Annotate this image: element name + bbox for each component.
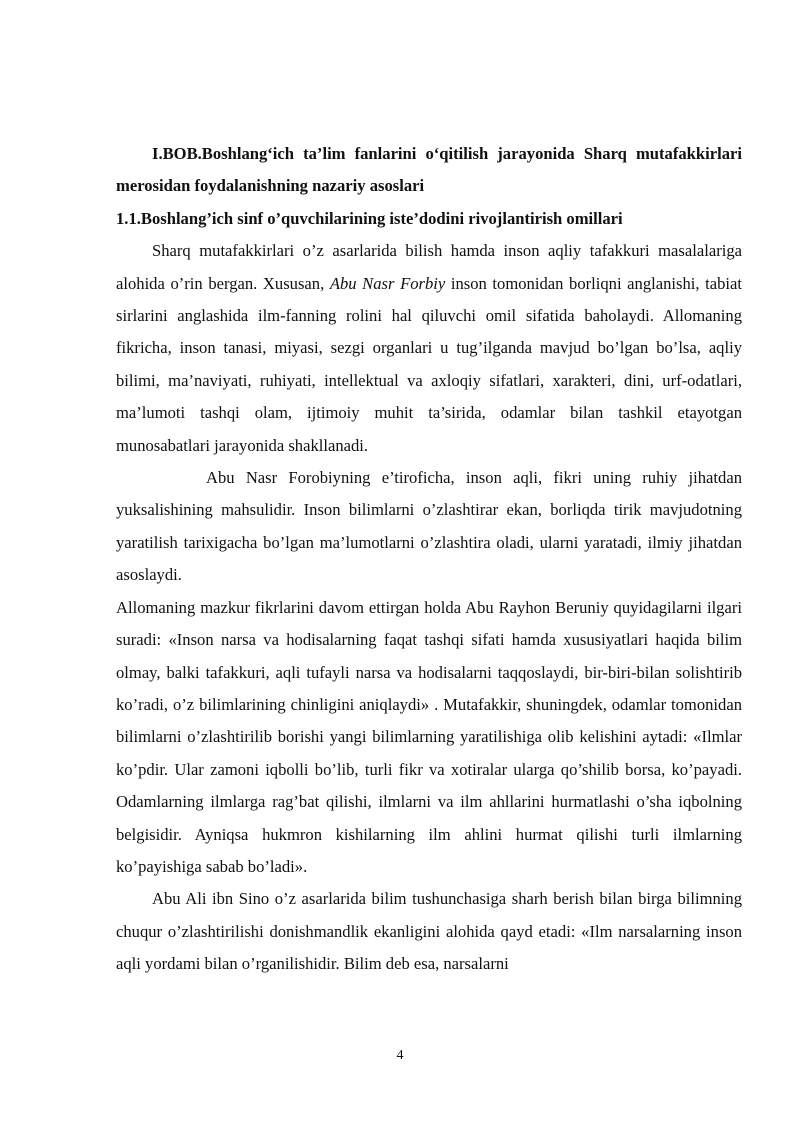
section-heading: 1.1.Boshlang’ich sinf o’quvchilarining iste’dodini rivojlantirish omillari [116, 208, 623, 228]
paragraph-1-text-end: inson tomonidan borliqni anglanishi, tabiat sirlarini anglashida ilm-fanning rolini hal qiluvchi omil sifatida baholaydi. Allomaning fikricha, inson tanasi, miyasi, sezgi organlari u tug’ilganda mavjud bo’lgan bo’lsa, aqliy bilimi, ma’naviyati, ruhiyati, intellektual va axloqiy sifatlari, xarakteri, dini, urf-odatlari, ma’lumoti tashqi olam, ijtimoiy muhit ta’sirida, odamlar bilan tashkil etayotgan munosabatlari jarayonida shakllanadi. [116, 273, 742, 455]
page-body [116, 138, 742, 981]
paragraph-2: Abu Nasr Forobiyning e’tiroficha, inson aqli, fikri uning ruhiy jihatdan yuksalishining mahsulidir. Inson bilimlarni o’zlashtirar ekan, borliqda tirik mavjudotning yaratilish tarixigacha bo’lgan ma’lumotlarni o’zlashtira oladi, ularni yaratadi, ilmiy jihatdan asoslaydi. [116, 468, 742, 585]
paragraph-1-italic-name: Abu Nasr Forbiy [329, 273, 446, 293]
paragraph-1-text-start: Sharq mutafakkirlari o’z asarlarida bilish hamda inson aqliy tafakkuri masalalariga alohida o’rin bergan. Xususan, [116, 241, 742, 293]
page-number: 4 [396, 1048, 404, 1063]
paragraph-1 [116, 235, 742, 462]
chapter-heading: I.BOB.Boshlang‘ich ta’lim fanlarini o‘qitilish jarayonida Sharq mutafakkirlari merosidan foydalanishning nazariy asoslari [116, 144, 742, 196]
paragraph-4: Abu Ali ibn Sino o’z asarlarida bilim tushunchasiga sharh berish bilan birga bilimning chuqur o’zlashtirilishi donishmandlik ekanligini alohida qayd etadi: «Ilm narsalarning inson aqli yordami bilan o’rganilishidir. Bilim deb esa, narsalarni [116, 889, 742, 974]
paragraph-3: Allomaning mazkur fikrlarini davom ettirgan holda Abu Rayhon Beruniy quyidagilarni ilgari suradi: «Inson narsa va hodisalarning faqat tashqi sifati hamda xususiyatlari haqida bilim olmay, balki tafakkuri, aqli tufayli narsa va hodisalarni taqqoslaydi, bir-biri-bilan solishtirib ko’radi, o’z bilimlarining chinligini aniqlaydi» . Mutafakkir, shuningdek, odamlar tomonidan bilimlarni o’zlashtirilib borishi yangi bilimlarning yaratilishiga olib kelishini aytadi: «Ilmlar ko’pdir. Ular zamoni iqbolli bo’lib, turli fikr va xotiralar ularga qo’shilib borsa, ko’payadi. Odamlarning ilmlarga rag’bat qilishi, ilmlarni va ilm ahllarini hurmatlashi o’sha iqbolning belgisidir. Ayniqsa hukmron kishilarning ilm ahlini hurmat qilishi turli ilmlarning ko’payishiga sabab bo’ladi». [116, 597, 742, 876]
